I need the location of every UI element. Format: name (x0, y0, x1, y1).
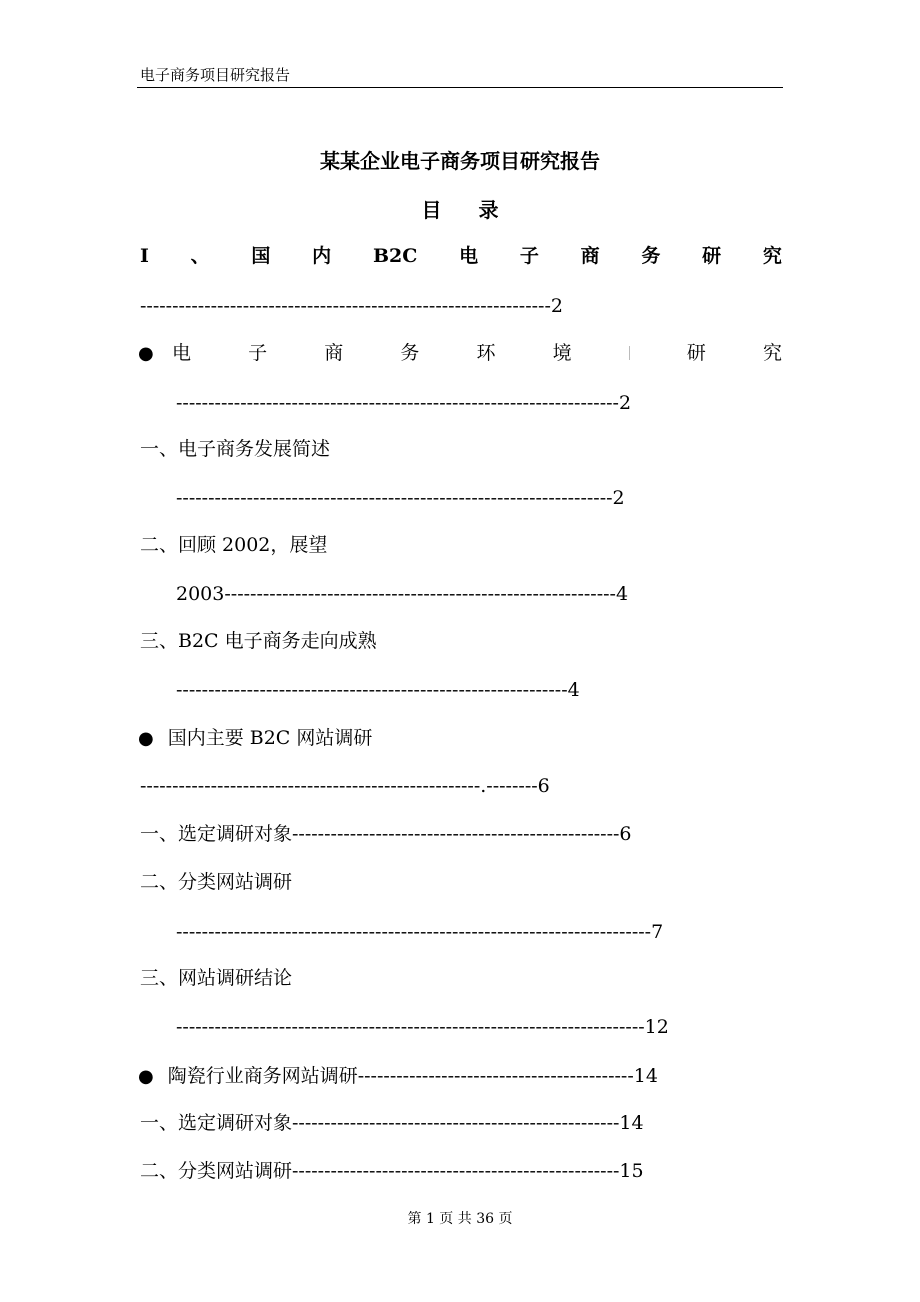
toc-char: 研 (702, 245, 722, 267)
toc-char: 电 (459, 245, 479, 267)
toc-section-3[interactable] (138, 1064, 658, 1089)
toc-char: 电 (172, 342, 192, 364)
toc-section-1-title (172, 341, 782, 365)
toc-char: I (140, 245, 149, 267)
toc-char: 商 (580, 245, 600, 267)
toc-char: 研 (686, 342, 706, 364)
toc-char: 、 (190, 245, 210, 267)
toc-char: 环 (476, 342, 496, 364)
toc-item-1-label[interactable]: 一、电子商务发展简述 (140, 438, 331, 460)
bullet-icon: ● (138, 343, 154, 364)
toc-item-5-label[interactable]: 二、分类网站调研 (140, 871, 293, 893)
toc-section-2-leader[interactable]: -----------------------------------------------------.--------6 (140, 775, 550, 797)
toc-char: 务 (400, 342, 420, 364)
toc-item-6-label[interactable]: 三、网站调研结论 (140, 967, 293, 989)
toc-item-1-leader[interactable]: --------------------------------------------------------------------2 (176, 487, 625, 509)
toc-char: 子 (248, 342, 268, 364)
toc-char: 究 (762, 245, 782, 267)
toc-char: 究 (762, 342, 782, 364)
toc-item-2-leader[interactable]: 2003-------------------------------------------------------------4 (176, 583, 629, 605)
toc-char: 子 (519, 245, 539, 267)
toc-section-2[interactable] (138, 726, 372, 751)
toc-section-2-label: 国内主要 B2C 网站调研 (167, 727, 373, 749)
toc-char: B2C (372, 245, 418, 267)
page-footer: 第 1 页 共 36 页 (407, 1211, 513, 1227)
toc-char: 务 (641, 245, 661, 267)
toc-item-5-leader[interactable]: --------------------------------------------------------------------------7 (176, 921, 664, 943)
toc-item-4[interactable]: 一、选定调研对象---------------------------------------------------6 (140, 823, 632, 845)
toc-item-3-leader[interactable]: -------------------------------------------------------------4 (176, 679, 580, 701)
column-separator (629, 346, 630, 360)
toc-section-1-leader[interactable]: ---------------------------------------------------------------------2 (176, 392, 632, 414)
toc-item-7[interactable]: 一、选定调研对象---------------------------------------------------14 (140, 1112, 644, 1134)
toc-part-1-title (140, 244, 782, 268)
toc-item-6-leader[interactable]: -------------------------------------------------------------------------12 (176, 1016, 669, 1038)
toc-item-2-label[interactable]: 二、回顾 2002，展望 (140, 534, 328, 556)
toc-item-8[interactable]: 二、分类网站调研---------------------------------------------------15 (140, 1160, 644, 1182)
bullet-icon: ● (138, 1066, 154, 1087)
toc-heading: 目 录 (421, 198, 499, 222)
toc-char: 商 (324, 342, 344, 364)
page-header: 电子商务项目研究报告 (140, 66, 291, 84)
toc-section-3-label: 陶瓷行业商务网站调研-------------------------------------------14 (167, 1065, 658, 1087)
toc-char: 国 (251, 245, 271, 267)
toc-part-1-leader[interactable]: ----------------------------------------------------------------2 (140, 295, 563, 317)
document-title: 某某企业电子商务项目研究报告 (320, 149, 600, 173)
toc-char: 境 (552, 342, 572, 364)
toc-char: 内 (312, 245, 332, 267)
bullet-icon: ● (138, 728, 154, 749)
toc-item-3-label[interactable]: 三、B2C 电子商务走向成熟 (140, 630, 377, 652)
header-rule (137, 87, 783, 88)
